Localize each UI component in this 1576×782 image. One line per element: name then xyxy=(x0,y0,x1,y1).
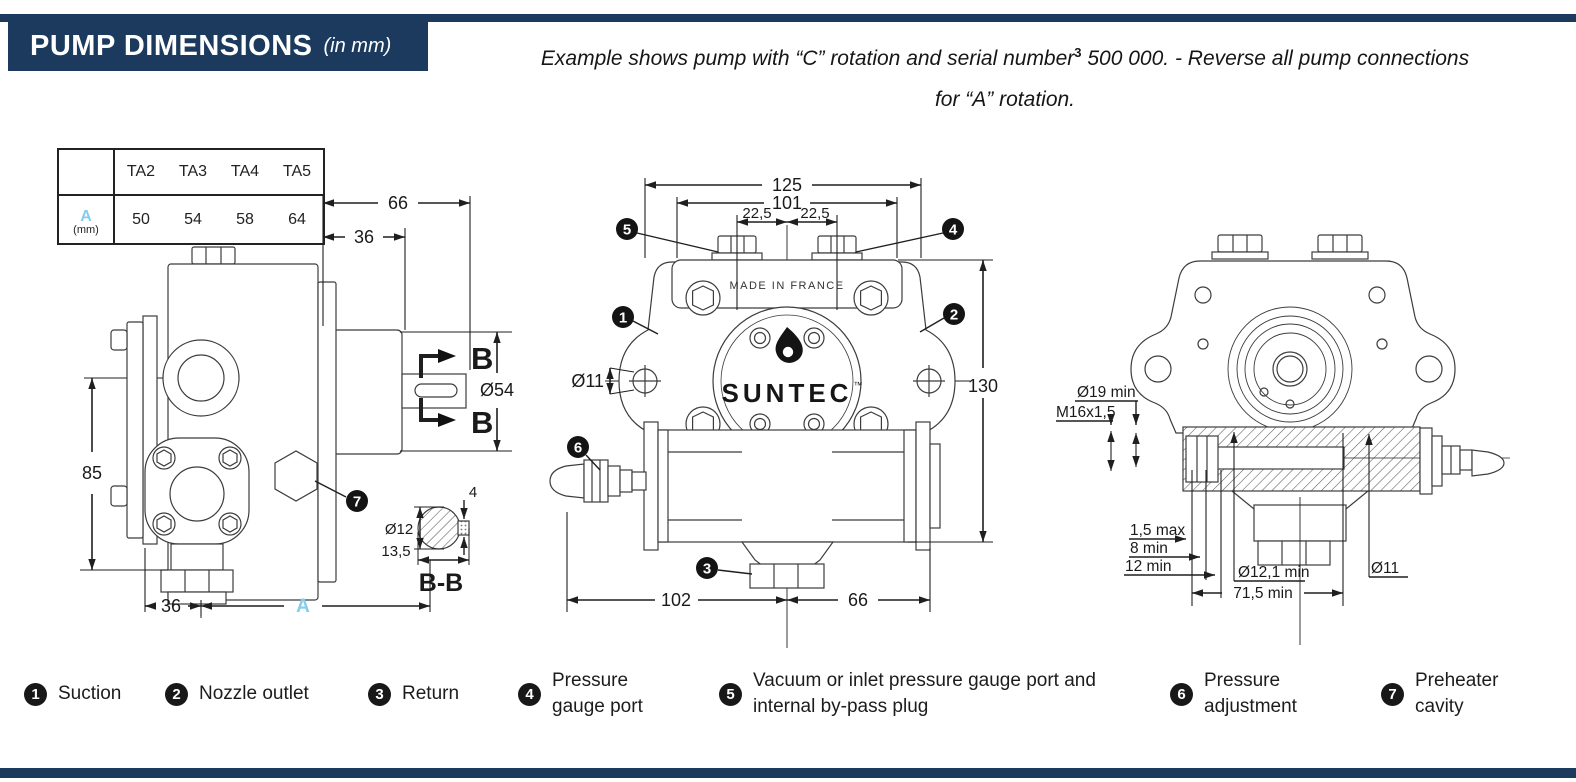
dim-66-label: 66 xyxy=(387,193,409,213)
dim-36-top-label: 36 xyxy=(353,227,375,247)
section-b-label-top: B xyxy=(471,341,494,376)
header-note-line2: for “A” rotation. xyxy=(934,88,1076,111)
dim-o19-label: Ø19 min xyxy=(1077,384,1136,401)
svg-text:3: 3 xyxy=(702,560,712,578)
suntec-brand-text: SUNTEC xyxy=(721,378,853,408)
dim-66-front-label: 66 xyxy=(847,590,869,610)
dim-15max-label: 1,5 max xyxy=(1130,522,1186,539)
made-in-france-text: MADE IN FRANCE xyxy=(729,280,845,292)
svg-text:7: 7 xyxy=(352,493,362,511)
callout-3-badge xyxy=(696,557,718,579)
table-value-ta5: 64 xyxy=(288,210,306,228)
svg-text:1: 1 xyxy=(618,309,628,327)
detail-dim-4-label: 4 xyxy=(468,484,478,501)
callout-7-badge xyxy=(346,490,368,512)
page-title-unit: (in mm) xyxy=(323,35,392,57)
dim-130-label: 130 xyxy=(967,376,999,396)
legend-label-suction: Suction xyxy=(58,683,122,705)
legend-label-pressure-adjustment: Pressure adjustment xyxy=(1204,670,1297,717)
legend-label-return: Return xyxy=(402,683,460,705)
table-value-ta2: 50 xyxy=(132,210,150,228)
callout-1-badge xyxy=(612,306,634,328)
legend-label-preheater-cavity: Preheater cavity xyxy=(1415,670,1499,717)
suntec-trademark: ™ xyxy=(853,380,863,390)
svg-text:4: 4 xyxy=(948,221,958,239)
svg-text:6: 6 xyxy=(573,439,583,457)
dim-12min-label: 12 min xyxy=(1125,558,1172,575)
dim-36-bottom-label: 36 xyxy=(160,596,182,616)
dim-a-unit: (mm) xyxy=(73,224,99,236)
dim-715-label: 71,5 min xyxy=(1233,585,1293,602)
table-col-ta3: TA3 xyxy=(167,149,219,195)
dim-8min-label: 8 min xyxy=(1130,540,1168,557)
legend-badge-1: 1 xyxy=(24,683,47,706)
detail-dim-o12-label: Ø12 xyxy=(384,521,414,538)
dim-o11-front-label: Ø11 xyxy=(571,371,604,391)
section-b-label-bottom: B xyxy=(471,405,494,440)
legend-label-vacuum-port: Vacuum or inlet pressure gauge port and internal by-pass plug xyxy=(753,670,1096,717)
dim-o121-label: Ø12,1 min xyxy=(1238,564,1310,581)
legend-label-nozzle-outlet: Nozzle outlet xyxy=(199,683,309,705)
dim-85-label: 85 xyxy=(81,463,103,483)
dim-102-label: 102 xyxy=(660,590,692,610)
rear-view-drawing xyxy=(1131,235,1510,645)
bottom-rule xyxy=(0,768,1576,778)
legend-badge-2: 2 xyxy=(165,683,188,706)
svg-text:2: 2 xyxy=(949,306,959,324)
note-superscript: 3 xyxy=(1074,45,1082,60)
legend-badge-5: 5 xyxy=(719,683,742,706)
table-col-ta4: TA4 xyxy=(219,149,271,195)
legend-badge-7: 7 xyxy=(1381,683,1404,706)
dim-o54-label: Ø54 xyxy=(479,380,515,400)
dim-225-left-label: 22,5 xyxy=(742,205,772,222)
dim-m16-label: M16x1,5 xyxy=(1056,404,1116,421)
dim-o11-rear-label: Ø11 xyxy=(1371,560,1400,577)
dim-101-label: 101 xyxy=(771,193,803,213)
legend-badge-6: 6 xyxy=(1170,683,1193,706)
dim-125-label: 125 xyxy=(771,175,803,195)
callout-6-badge xyxy=(567,436,589,458)
callout-2-badge xyxy=(943,303,965,325)
table-col-ta2: TA2 xyxy=(114,149,167,195)
svg-text:5: 5 xyxy=(622,221,632,239)
table-value-ta4: 58 xyxy=(236,210,254,228)
callout-5-badge xyxy=(616,218,638,240)
table-value-ta3: 54 xyxy=(184,210,202,228)
detail-dim-135-label: 13,5 xyxy=(381,543,411,560)
legend-badge-3: 3 xyxy=(368,683,391,706)
side-view-drawing xyxy=(81,247,466,618)
page-title: PUMP DIMENSIONS xyxy=(30,30,313,62)
dim-a-symbol: A xyxy=(80,208,92,225)
header-note-line1: Example shows pump with “C” rotation and serial number$^3$ 500 000. - Reverse all pump connections xyxy=(540,45,1470,70)
table-col-ta5: TA5 xyxy=(271,149,324,195)
section-bb-detail xyxy=(414,500,469,565)
dim-a-label: A xyxy=(296,596,310,617)
legend-badge-4: 4 xyxy=(518,683,541,706)
section-bb-title: B-B xyxy=(418,569,464,597)
callout-4-badge xyxy=(942,218,964,240)
dim-225-right-label: 22,5 xyxy=(800,205,830,222)
legend-label-pressure-gauge-port: Pressure gauge port xyxy=(552,670,643,717)
